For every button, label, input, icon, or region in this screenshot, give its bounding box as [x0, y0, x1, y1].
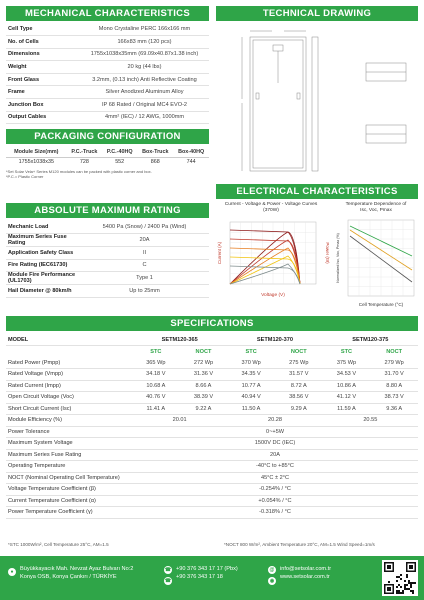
spec-row-label: Rated Voltage (Vmpp): [6, 369, 132, 381]
qr-module: [406, 588, 408, 590]
absolute-value: Up to 25mm: [80, 285, 209, 298]
qr-module: [396, 592, 398, 594]
spec-row-label: Current Temperature Coefficient (α): [6, 495, 132, 507]
spec-row-value: 40.94 V: [227, 392, 275, 404]
absolute-label: Fire Rating (IEC61730): [6, 259, 80, 272]
packaging-value: 868: [150, 159, 160, 166]
absolute-label: Hail Diameter @ 80km/h: [6, 285, 80, 298]
spec-stc-label: STC: [245, 348, 257, 355]
temp-x-label: Cell Temperature (°C): [358, 302, 404, 307]
spec-noct-label: NOCT: [195, 348, 212, 355]
spec-row-value: 40.76 V: [132, 392, 180, 404]
mechanical-section-title: MECHANICAL CHARACTERISTICS: [6, 6, 209, 21]
spec-row-value: 279 Wp: [370, 357, 418, 369]
packaging-header: P.C.-40HQ: [102, 147, 137, 157]
fax-icon: ☎: [164, 578, 172, 584]
qr-module: [410, 586, 412, 588]
qr-module: [402, 592, 404, 594]
packaging-value: 1755x1038x35: [18, 159, 54, 166]
spec-row-label: NOCT (Nominal Operating Cell Temperature): [6, 472, 132, 484]
spec-row-value: 20.01: [132, 415, 227, 427]
spec-row-label: Operating Temperature: [6, 461, 132, 473]
spec-row-value: 20.55: [323, 415, 418, 427]
spec-row-value: 41.12 V: [323, 392, 371, 404]
spec-row-value: -0.254% / °C: [132, 484, 418, 496]
packaging-value: 728: [79, 159, 89, 166]
mechanical-label: Cell Type: [6, 23, 80, 36]
qr-module: [398, 576, 400, 578]
absolute-label: Maximum Series Fuse Rating: [6, 234, 80, 247]
mechanical-row: [6, 23, 209, 36]
qr-module: [400, 586, 402, 588]
absolute-row: [6, 272, 209, 285]
qr-module: [410, 584, 412, 586]
qr-module: [396, 580, 398, 582]
spec-stc-label: STC: [150, 348, 162, 355]
electrical-section-title: ELECTRICAL CHARACTERISTICS: [216, 184, 418, 199]
qr-module: [398, 584, 400, 586]
qr-module: [414, 582, 416, 584]
specifications-section-title: SPECIFICATIONS: [6, 316, 418, 331]
iv-y-label-left: Current (A): [217, 241, 222, 265]
temp-chart-title: [334, 202, 418, 214]
spec-row-value: 8.72 A: [275, 380, 323, 392]
spec-row-label: Module Efficiency (%): [6, 415, 132, 427]
spec-row-value: -40°C to +85°C: [132, 461, 418, 473]
footer-phone-1[interactable]: +90 376 343 17 17 (Pbx): [176, 566, 238, 572]
mechanical-label: Output Cables: [6, 111, 80, 124]
spec-row-value: 10.77 A: [227, 380, 275, 392]
absolute-value: 20A: [80, 234, 209, 247]
spec-row-value: 38.39 V: [180, 392, 228, 404]
absolute-row: [6, 285, 209, 298]
spec-row-value: 34.53 V: [323, 369, 371, 381]
spec-row: [6, 426, 418, 438]
spec-model-name: SETM120-375: [323, 334, 418, 346]
spec-row-value: 31.70 V: [370, 369, 418, 381]
email-icon: @: [269, 567, 275, 573]
spec-row-value: 31.36 V: [180, 369, 228, 381]
qr-module: [412, 592, 414, 594]
packaging-note-1: *Set Solar Vela+ Series M120 modules can be packed with plastic corner and box.: [6, 169, 152, 174]
spec-row: [6, 507, 418, 519]
absolute-value: C: [80, 259, 209, 272]
qr-module: [410, 590, 412, 592]
web-icon: ◉: [269, 578, 275, 584]
footer-address-2: Konya OSB, Konya Çankırı / TÜRKİYE: [20, 574, 117, 580]
stc-note: *STC 1000W/m², Cell Temperature 25°C, AM=1.5: [8, 542, 109, 547]
absolute-row: [6, 221, 209, 234]
spec-model-row: [6, 334, 418, 346]
footer-phone-2[interactable]: +90 376 343 17 18: [176, 574, 223, 580]
spec-row-value: 275 Wp: [275, 357, 323, 369]
spec-blank: [6, 346, 132, 358]
spec-row-value: 38.56 V: [275, 392, 323, 404]
qr-module: [398, 590, 400, 592]
qr-module: [410, 582, 412, 584]
mechanical-label: Frame: [6, 86, 80, 99]
mechanical-label: Front Glass: [6, 73, 80, 86]
spec-row-label: Rated Current (Impp): [6, 380, 132, 392]
spec-row-value: 1500V DC (IEC): [132, 438, 418, 450]
spec-model-label: MODEL: [6, 334, 132, 346]
packaging-header: Box-40HQ: [173, 147, 209, 157]
spec-row-value: 11.41 A: [132, 403, 180, 415]
spec-row-label: Power Temperature Coefficient (γ): [6, 507, 132, 519]
mechanical-value: Mono Crystaline PERC 166x166 mm: [80, 23, 209, 36]
iv-chart: [216, 216, 332, 302]
qr-module: [400, 592, 402, 594]
spec-row-value: 9.29 A: [275, 403, 323, 415]
technical-drawing: [216, 23, 418, 181]
spec-row-value: 10.68 A: [132, 380, 180, 392]
spec-row-value: 11.50 A: [227, 403, 275, 415]
spec-row-value: 365 Wp: [132, 357, 180, 369]
packaging-note-2: *P.C.= Plastic Corner: [6, 174, 44, 179]
spec-row-value: -0.318% / °C: [132, 507, 418, 519]
spec-row-label: Power Tolerance: [6, 426, 132, 438]
qr-module: [388, 581, 390, 583]
technical-section-title: TECHNICAL DRAWING: [216, 6, 418, 21]
mechanical-row: [6, 99, 209, 112]
qr-module: [404, 586, 406, 588]
spec-row-value: 10.86 A: [323, 380, 371, 392]
qr-module: [406, 576, 408, 578]
packaging-header: P.C.-Truck: [67, 147, 103, 157]
spec-row-label: Rated Power (Pmpp): [6, 357, 132, 369]
qr-module: [412, 582, 414, 584]
mechanical-label: Weight: [6, 61, 80, 74]
qr-module: [404, 580, 406, 582]
qr-module: [409, 565, 413, 569]
spec-row-label: Voltage Temperature Coefficient (β): [6, 484, 132, 496]
mechanical-row: [6, 73, 209, 86]
spec-row: [6, 392, 418, 404]
qr-module: [406, 584, 408, 586]
mechanical-row: [6, 48, 209, 61]
spec-row-value: 8.66 A: [180, 380, 228, 392]
spec-row-value: 375 Wp: [323, 357, 371, 369]
spec-row: [6, 461, 418, 473]
footer-web-link[interactable]: www.setsolar.com.tr: [280, 574, 330, 580]
mechanical-row: [6, 111, 209, 124]
temp-chart: [334, 216, 420, 310]
iv-chart-title-1: Current - Voltage & Power - Voltage Curves: [224, 202, 318, 207]
qr-module: [400, 574, 402, 576]
temp-y-label: Normalized Isc, Voc, Pmax (%): [336, 233, 340, 283]
spec-row-label: Maximum System Voltage: [6, 438, 132, 450]
specifications-table: [6, 334, 418, 519]
absolute-label: Module Fire Performance (UL1703): [6, 272, 80, 285]
spec-row-value: 272 Wp: [180, 357, 228, 369]
iv-y-label-right: Power (W): [325, 242, 330, 264]
qr-module: [406, 574, 408, 576]
mechanical-row: [6, 86, 209, 99]
spec-model-name: SETM120-370: [227, 334, 322, 346]
spec-row-value: 8.80 A: [370, 380, 418, 392]
qr-module: [396, 590, 398, 592]
mechanical-value: 1755x1038x35mm (69.09x40.87x1.38 inch): [80, 48, 209, 61]
packaging-value: 552: [115, 159, 125, 166]
packaging-table: [6, 147, 209, 179]
absolute-row: [6, 247, 209, 260]
qr-module: [398, 592, 400, 594]
spec-row: [6, 415, 418, 427]
spec-model-name: SETM120-365: [132, 334, 227, 346]
mechanical-label: Junction Box: [6, 99, 80, 112]
footer-address-1: Büyükkayacık Mah. Nevzat Ayaz Bulvarı No:2: [20, 566, 134, 572]
qr-module: [396, 586, 398, 588]
qr-module: [412, 590, 414, 592]
spec-noct-label: NOCT: [386, 348, 403, 355]
qr-module: [408, 580, 410, 582]
spec-row-value: 20A: [132, 449, 418, 461]
spec-row-value: 9.22 A: [180, 403, 228, 415]
qr-module: [400, 578, 402, 580]
qr-module: [408, 582, 410, 584]
temp-chart-title-1: Temperature Dependence of: [345, 202, 407, 207]
mechanical-label: No. of Cells: [6, 36, 80, 49]
mechanical-value: 166x83 mm (120 pcs): [80, 36, 209, 49]
spec-row: [6, 357, 418, 369]
spec-row: [6, 495, 418, 507]
mechanical-value: IP 68 Rated / Original MC4 EVO-2: [80, 99, 209, 112]
spec-noct-label: NOCT: [290, 348, 307, 355]
packaging-section-title: PACKAGING CONFIGURATION: [6, 129, 209, 144]
spec-row-value: 45°C ± 2°C: [132, 472, 418, 484]
mechanical-value: Silver Anodized Aluminum Alloy: [80, 86, 209, 99]
qr-code[interactable]: [382, 560, 418, 596]
absolute-row: [6, 259, 209, 272]
qr-module: [387, 565, 391, 569]
spec-row-value: +0.054% / °C: [132, 495, 418, 507]
packaging-value: 744: [186, 159, 196, 166]
location-icon: ●: [8, 568, 16, 576]
absolute-label: Mechanic Load: [6, 221, 80, 234]
absolute-value: Type 1: [80, 272, 209, 285]
mechanical-row: [6, 61, 209, 74]
mechanical-table: [6, 23, 209, 124]
spec-row-value: 370 Wp: [227, 357, 275, 369]
iv-x-label: Voltage (V): [261, 293, 285, 298]
mechanical-label: Dimensions: [6, 48, 80, 61]
spec-stc-label: STC: [340, 348, 353, 355]
footer: [0, 556, 424, 600]
absolute-table: [6, 221, 209, 298]
packaging-header: Box-Truck: [137, 147, 173, 157]
spec-row-value: 11.59 A: [323, 403, 371, 415]
spec-row: [6, 484, 418, 496]
iv-chart-title-2: (370W): [263, 208, 279, 213]
spec-condition-row: [6, 346, 418, 358]
spec-row: [6, 438, 418, 450]
iv-chart-title: [216, 202, 326, 214]
absolute-row: [6, 234, 209, 247]
absolute-label: Application Safety Class: [6, 247, 80, 260]
phone-icon: ☎: [164, 567, 172, 573]
spec-row: [6, 369, 418, 381]
absolute-value: 5400 Pa (Snow) / 2400 Pa (Wind): [80, 221, 209, 234]
spec-row-value: 34.35 V: [227, 369, 275, 381]
mechanical-value: 4mm² (IEC) / 12 AWG, 1000mm: [80, 111, 209, 124]
spec-row: [6, 472, 418, 484]
absolute-value: II: [80, 247, 209, 260]
spec-row: [6, 449, 418, 461]
mechanical-row: [6, 36, 209, 49]
qr-module: [387, 587, 391, 591]
spec-row-label: Short Circuit Current (Isc): [6, 403, 132, 415]
spec-row-value: 38.73 V: [370, 392, 418, 404]
qr-module: [404, 588, 406, 590]
spec-row-value: 9.36 A: [370, 403, 418, 415]
absolute-section-title: ABSOLUTE MAXIMUM RATING: [6, 203, 209, 218]
spec-row-value: 31.57 V: [275, 369, 323, 381]
spec-row-value: 34.18 V: [132, 369, 180, 381]
spec-row: [6, 380, 418, 392]
mechanical-value: 20 kg (44 lbs): [80, 61, 209, 74]
spec-row-label: Maximum Series Fuse Rating: [6, 449, 132, 461]
spec-row-label: Open Circuit Voltage (Voc): [6, 392, 132, 404]
spec-row-value: 0~+5W: [132, 426, 418, 438]
noct-note: *NOCT 800 W/m², Ambient Temperature 20°C, AM=1.5 Wind Speed=1m/s: [224, 542, 375, 547]
qr-module: [408, 588, 410, 590]
footer-email-link[interactable]: info@setsolar.com.tr: [280, 566, 332, 572]
qr-module: [402, 590, 404, 592]
spec-row-value: 20.28: [227, 415, 322, 427]
spec-row: [6, 403, 418, 415]
mechanical-value: 3.2mm, (0.13 inch) Anti Reflective Coating: [80, 73, 209, 86]
qr-module: [404, 584, 406, 586]
packaging-header: Module Size(mm): [6, 147, 67, 157]
qr-module: [396, 576, 398, 578]
temp-chart-title-2: Isc, Voc, Pmax: [360, 208, 392, 213]
